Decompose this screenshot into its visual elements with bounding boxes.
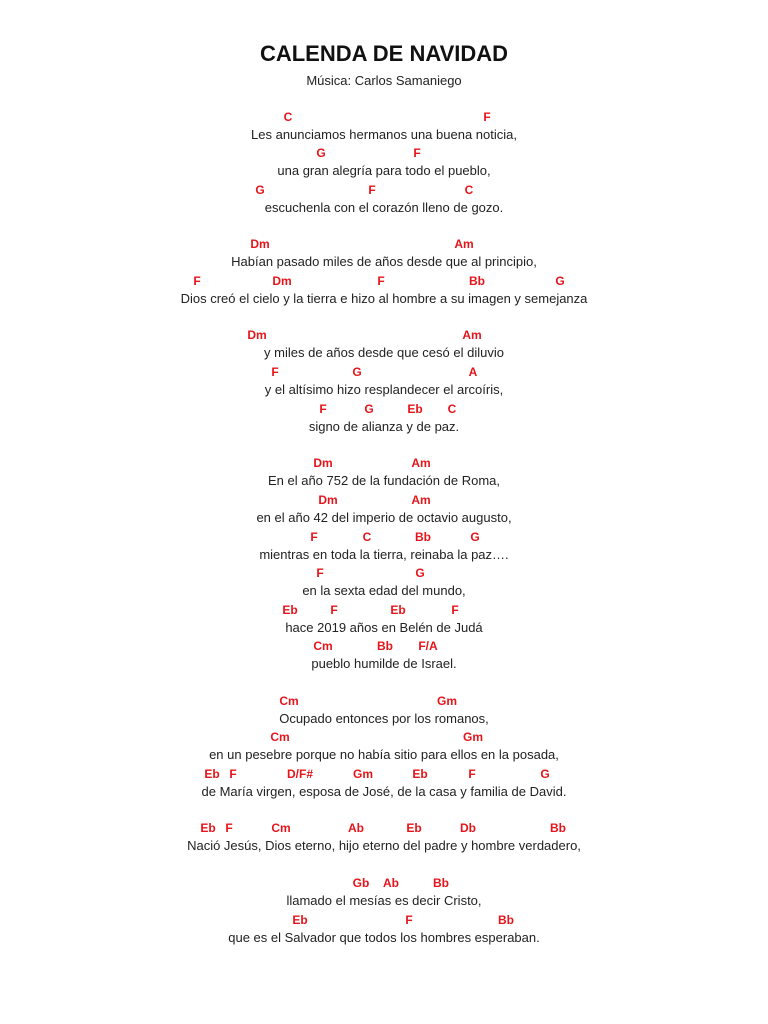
lyric-line: en un pesebre porque no había sitio para ellos en la posada,	[209, 747, 559, 762]
chord-label: C	[283, 110, 293, 124]
chord-label: F	[316, 566, 324, 580]
lyric-line: Dios creó el cielo y la tierra e hizo al hombre a su imagen y semejanza	[180, 291, 588, 306]
chord-label: Cm	[271, 821, 291, 835]
composer-credit: Música: Carlos Samaniego	[306, 73, 462, 88]
chord-label: Ab	[348, 821, 364, 835]
chord-label: G	[470, 530, 480, 544]
chord-label: Gm	[462, 730, 484, 744]
lyric-line: en el año 42 del imperio de octavio augusto,	[256, 510, 512, 525]
chord-label: Eb	[204, 767, 220, 781]
chord-label: Bb	[415, 530, 431, 544]
chord-label: Gm	[436, 694, 458, 708]
chord-label: F	[377, 274, 385, 288]
chord-label: Gm	[352, 767, 374, 781]
chord-label: Dm	[272, 274, 292, 288]
chord-label: Ab	[383, 876, 399, 890]
chord-label: Cm	[313, 639, 333, 653]
chord-label: F	[193, 274, 201, 288]
lyric-line: y miles de años desde que cesó el diluvio	[264, 345, 504, 360]
lyric-line: llamado el mesías es decir Cristo,	[286, 893, 482, 908]
lyric-line: En el año 752 de la fundación de Roma,	[267, 473, 500, 488]
chord-label: F	[468, 767, 476, 781]
chord-label: G	[255, 183, 265, 197]
chord-label: F	[319, 402, 327, 416]
chord-label: Bb	[498, 913, 514, 927]
chord-label: Bb	[550, 821, 566, 835]
chord-label: Bb	[377, 639, 393, 653]
chord-label: Gb	[352, 876, 370, 890]
chord-label: Am	[454, 237, 474, 251]
chord-label: Eb	[390, 603, 406, 617]
chord-label: Eb	[407, 402, 423, 416]
chord-label: A	[468, 365, 478, 379]
chord-label: Dm	[318, 493, 338, 507]
chord-label: Dm	[247, 328, 267, 342]
chord-label: F/A	[418, 639, 438, 653]
chord-label: F	[229, 767, 237, 781]
chord-label: Am	[462, 328, 482, 342]
chord-label: Eb	[406, 821, 422, 835]
lyric-line: y el altísimo hizo resplandecer el arcoíris,	[264, 382, 504, 397]
chord-label: G	[352, 365, 362, 379]
chord-label: Eb	[292, 913, 308, 927]
lyric-line: una gran alegría para todo el pueblo,	[277, 163, 491, 178]
chord-label: Bb	[469, 274, 485, 288]
chord-label: C	[362, 530, 372, 544]
lyric-line: Nació Jesús, Dios eterno, hijo eterno del padre y hombre verdadero,	[187, 838, 581, 853]
lyric-line: de María virgen, esposa de José, de la casa y familia de David.	[201, 784, 567, 799]
chord-label: C	[447, 402, 457, 416]
chord-label: Dm	[250, 237, 270, 251]
lyric-line: escuchenla con el corazón lleno de gozo.	[264, 200, 504, 215]
chord-label: Dm	[313, 456, 333, 470]
lyric-line: en la sexta edad del mundo,	[302, 583, 466, 598]
chord-label: Cm	[270, 730, 290, 744]
chord-label: F	[271, 365, 279, 379]
chord-label: G	[364, 402, 374, 416]
chord-label: F	[451, 603, 459, 617]
lyric-line: Les anunciamos hermanos una buena noticia,	[251, 127, 517, 142]
chord-label: G	[540, 767, 550, 781]
chord-label: C	[464, 183, 474, 197]
chord-label: G	[316, 146, 326, 160]
chord-label: F	[483, 110, 491, 124]
song-title: CALENDA DE NAVIDAD	[259, 41, 509, 66]
chord-label: G	[415, 566, 425, 580]
chord-label: F	[368, 183, 376, 197]
chord-label: F	[225, 821, 233, 835]
chord-label: Cm	[279, 694, 299, 708]
lyric-line: signo de alianza y de paz.	[308, 419, 460, 434]
chord-label: Eb	[200, 821, 216, 835]
chord-label: Bb	[433, 876, 449, 890]
chord-label: F	[413, 146, 421, 160]
chord-label: Eb	[412, 767, 428, 781]
lyric-line: Habían pasado miles de años desde que al principio,	[231, 254, 537, 269]
lyric-line: mientras en toda la tierra, reinaba la paz….	[259, 547, 509, 562]
lyric-line: hace 2019 años en Belén de Judá	[285, 620, 483, 635]
chord-label: F	[405, 913, 413, 927]
chord-label: F	[330, 603, 338, 617]
chord-label: Db	[460, 821, 476, 835]
chord-label: G	[555, 274, 565, 288]
lyric-line: Ocupado entonces por los romanos,	[279, 711, 489, 726]
chord-label: Eb	[282, 603, 298, 617]
lyric-line: que es el Salvador que todos los hombres esperaban.	[228, 930, 540, 945]
chord-label: Am	[411, 493, 431, 507]
chord-label: Am	[411, 456, 431, 470]
lyric-line: pueblo humilde de Israel.	[311, 656, 457, 671]
chord-label: F	[310, 530, 318, 544]
chord-label: D/F#	[286, 767, 314, 781]
